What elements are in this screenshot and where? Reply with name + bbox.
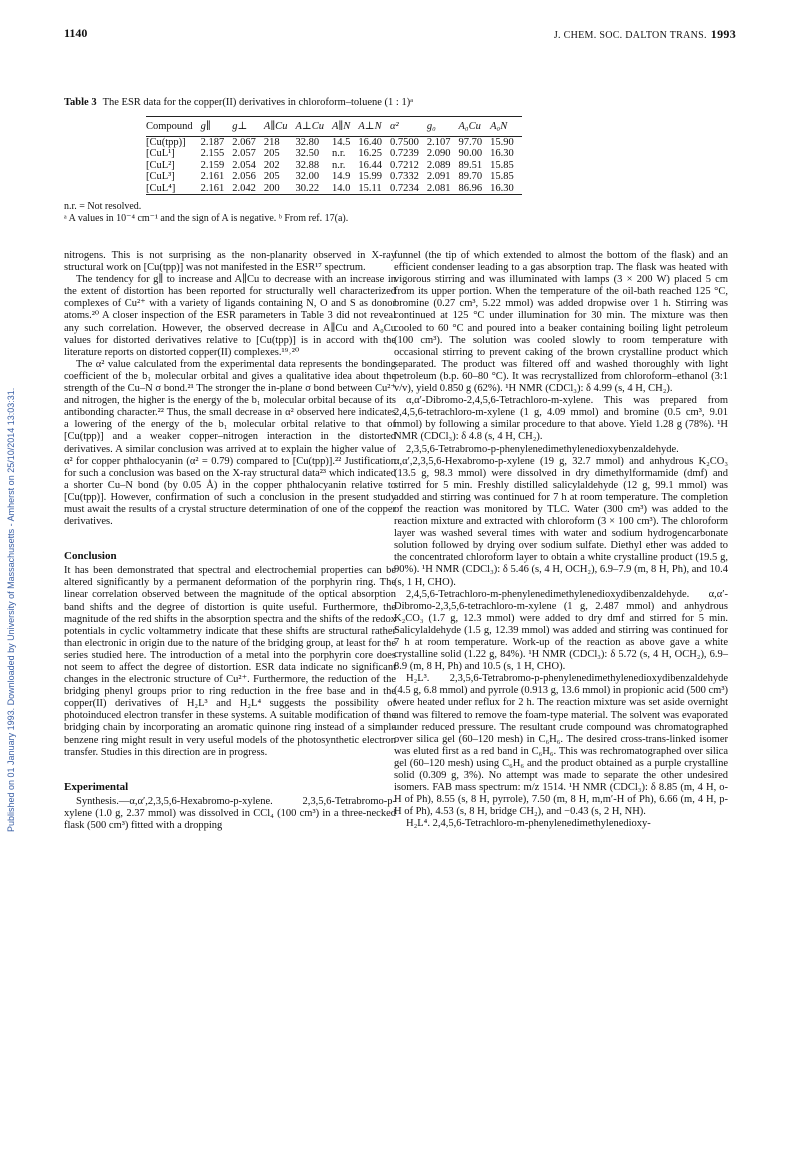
table-cell: 218 [263,136,280,148]
table-cell: 0.7332 [390,171,419,182]
table-cell: 16.44 [358,159,382,171]
column-header: g∥ [200,121,211,132]
column-header: A⊥N [358,121,382,132]
paragraph: It has been demonstrated that spectral and electrochemial properties can be altered significantly by a permanent deformation of the porphyrin ring. The linear correlation observed between the magnitude of the optical absorption band shifts and the degree of distortion is quite useful. Furthermore, the magnitude of the red shifts in the absorption spectra and the shifts of the redox potentials in cyclic voltammetry indicate that these shifts are structural rather than electronic in origin due to the nature of the bridging group, at least for the series studied here. The introduction of a metal into the porphyrin core does not seem to affect the degree of distortion. ESR data indicate no significant changes in the electronic structure of Cu²⁺. Furthermore, the reduction of the bridging phenyl groups prior to ring reduction in the free base and in the copper(II) derivatives of H₂L³ and H₂L⁴ suggests the possibility of photoinduced electron transfer in these systems. A suitable modification of the bridging chain by incorporating an aromatic quinone ring instead of a simple benzene ring might result in very useful models of the photosynthetic electron transfer. Studies in this direction are in progress. [64,565,396,758]
table-cell: 2.067 [232,136,256,148]
journal-year: 1993 [710,27,736,41]
journal-name: J. CHEM. SOC. DALTON TRANS. [553,30,707,41]
table-cell: 0.7212 [390,159,419,171]
table-cell: 2.161 [200,171,225,182]
table-cell: 0.7500 [390,136,419,148]
table-cell: n.r. [332,159,346,171]
section-heading-experimental: Experimental [64,780,129,793]
table-cell: 97.70 [458,136,483,148]
table-cell: 2.057 [232,148,256,159]
paragraph: 2,4,5,6-Tetrachloro-m-phenylenedimethylenedioxydibenzaldehyde. α,α′-Dibromo-2,3,5,6-tetrachloro-m-xylene (1 g, 2.487 mmol) and anhydrous K₂CO₃ (1.7 g, 12.3 mmol) were added to dry dmf and stirred for 5 min. Salicylaldehyde (1.5 g, 12.39 mmol) was added and stirring was continued for 7 h at room temperature. Work-up of the reaction as above gave a white crystalline solid (1.22 g, 84%). ¹H NMR (CDCl₃): δ 5.72 (s, 4 H, OCH₂), 6.9–8.9 (m, 8 H, Ph) and 10.5 (s, 1 H, CHO). [394,588,728,673]
table-cell: 32.88 [295,159,320,171]
table-cell: 2.159 [200,159,225,171]
table-footnote-nr: n.r. = Not resolved. [64,201,142,212]
table-cell: 32.50 [295,148,320,159]
paragraph: funnel (the tip of which extended to almost the bottom of the flask) and an efficient condenser leading to a gas absorption trap. The flask was heated with vigorous stirring and was illuminated with lamps (3 × 200 W) placed 5 cm from its upper portion. When the temperature of the oil-bath reached 125 °C, bromine (0.27 cm³, 5.22 mmol) was added dropwise over 1 h. Stirring was continued at 125 °C under illumination for 30 min. The mixture was then cooled to 60 °C and poured into a beaker containing boiling light petroleum (100 cm³). The solution was cooled slowly to room temperature with occasional stirring to prevent caking of the brown crystalline product which separated. The product was filtered off and washed thoroughly with light petroleum (b.p. 60–80 °C). It was recrystallized from chloroform–ethanol (3:1 v/v), yield 0.850 g (62%). ¹H NMR (CDCl₃): δ 4.99 (s, 4 H, CH₂). [394,250,728,395]
paragraph: The α² value calculated from the experimental data represents the bonding coefficient of the b₁ molecular orbital and gives a qualitative idea about the strength of the Cu–N σ bond.²¹ The stronger the in-plane σ bond between Cu²⁺ and nitrogen, the higher is the energy of the b₁ molecular orbital because of its antibonding character.²² Thus, the small decrease in α² observed here indicates a lowering of the energy of the b₁ molecular orbital relative to that of [Cu(tpp)] and a weaker copper–nitrogen interaction in the distorted derivatives. A similar conclusion was arrived at to explain the higher value of α² for copper phthalocyanin (α² = 0.79) compared to [Cu(tpp)].²² Justification for such a conclusion was based on the X-ray structural data²³ which indicated a shorter Cu–N bond (by 0.05 Å) in the copper phthalocyanin relative to [Cu(tpp)]. However, confirmation of such a conclusion in the present study must await the results of a crystal structure determination of one of the copper derivatives. [64,358,396,528]
table-cell: 32.00 [295,171,320,182]
paragraph: 2,3,5,6-Tetrabromo-p-phenylenedimethylenedioxybenzaldehyde. α,α′,2,3,5,6-Hexabromo-p-xylene (19 g, 32.7 mmol) and anhydrous K₂CO₃ (13.5 g, 98.3 mmol) were dissolved in dry dimethylformamide (dmf) and stirred for 5 min. Freshly distilled salicylaldehyde (12 g, 99.1 mmol) was added and stirring was continued for 7 h at room temperature. The completion of the reaction was monitored by TLC. Water (300 cm³) was added to the reaction mixture and extracted with chloroform (3 × 100 cm³). The chloroform layer was washed several times with water and sodium hydrogencarbonate solution followed by drying over sodium sulfate. Diethyl ether was added to the concentrated chloroform layer to obtain a white crystalline product (19.5 g, 90%). ¹H NMR (CDCl₃): δ 5.46 (s, 4 H, OCH₂), 6.9–7.9 (m, 8 H, Ph), and 10.4 (s, 1 H, CHO). [394,443,728,588]
table-cell: 16.40 [358,136,382,148]
page-number: 1140 [64,26,88,40]
table-label: Table 3 [64,97,97,108]
table-cell: 205 [263,171,280,182]
left-column [64,250,396,832]
column-header: g₀ [426,121,436,132]
table-cell: 30.22 [295,182,320,194]
table-cell: 86.96 [458,182,483,194]
table-footnotes [64,201,736,225]
esr-table [146,116,522,195]
table-caption [64,97,736,108]
table-cell: 15.85 [490,159,514,171]
table-cell: n.r. [332,148,346,159]
paragraph: The tendency for g∥ to increase and A∥Cu to decrease with an increase in the extent of distortion has been reported for structurally well characterized complexes of Cu²⁺ with a variety of ligands containing N, O and S as donor atoms.²⁰ A closer inspection of the ESR parameters in Table 3 did not reveal any such correlation. However, the observed decrease in A∥Cu and A₀Cu values for distorted derivatives relative to [Cu(tpp)] is in accord with the literature reports on distorted copper(II) complexes.¹⁹˒²⁰ [64,274,396,358]
table-footnote-units: ᵃ A values in 10⁻⁴ cm⁻¹ and the sign of A is negative. ᵇ From ref. 17(a). [64,213,349,224]
table-cell: [CuL¹] [146,148,175,159]
table-cell: 89.70 [458,171,483,182]
table-cell: 15.90 [490,136,514,148]
table-cell: 16.30 [490,148,514,159]
table-cell: [Cu(tpp)] [146,136,186,148]
table-cell: 89.51 [458,159,483,171]
table-cell: 14.0 [332,182,351,194]
column-header: α² [390,121,399,132]
column-header: A⊥Cu [295,121,324,132]
paragraph: nitrogens. This is not surprising as the non-planarity observed in X-ray structural work on [Cu(tpp)] was not manifested in the ESR¹⁷ spectrum. [64,250,396,274]
table-cell: 0.7234 [390,182,419,194]
esr-table-block [64,97,736,225]
table-cell: 32.80 [295,136,320,148]
table-cell: 0.7239 [390,148,419,159]
table-row [146,136,522,148]
column-header: A∥Cu [263,121,288,132]
column-header: A₀N [490,121,508,132]
section-heading-conclusion: Conclusion [64,550,117,563]
table-cell: 16.30 [490,182,514,194]
table-row [146,183,522,195]
table-cell: 2.091 [426,171,451,182]
table-cell: 2.081 [426,182,451,194]
table-cell: 2.090 [426,148,451,159]
table-row [146,171,522,183]
table-row [146,160,522,172]
table-cell: 2.161 [200,182,225,194]
table-cell: 15.85 [490,171,514,182]
table-cell: 16.25 [358,148,382,159]
table-cell: 2.054 [232,159,256,171]
column-header: g⊥ [232,121,248,132]
paragraph: α,α′-Dibromo-2,4,5,6-Tetrachloro-m-xylene. This was prepared from 2,4,5,6-tetrachloro-m-xylene (1 g, 4.09 mmol) and bromine (0.5 cm³, 9.01 mmol) by following a similar procedure to that above. Yield 1.28 g (78%). ¹H NMR (CDCl₃): δ 4.8 (s, 4 H, CH₂). [394,395,728,443]
table-cell: 2.089 [426,159,451,171]
table-cell: 14.5 [332,136,351,148]
paragraph: H₂L³. 2,3,5,6-Tetrabromo-p-phenylenedimethylenedioxydibenzaldehyde (4.5 g, 6.8 mmol) and pyrrole (0.913 g, 13.6 mmol) in propionic acid (500 cm³) were heated under reflux for 2 h. The reaction mixture was set aside overnight and was filtered to remove the foam-type material. The solvent was evaporated under reduced pressure. The resultant crude compound was chromatographed over silica gel (60–120 mesh) in C₆H₆. The desired cross-trans-linked isomer was eluted first as a red band in C₆H₆. This was rechromatographed over silica gel (60–120 mesh) using C₆H₆ and the product obtained as a purple crystalline solid (0.309 g, 3%). No attempt was made to separate the other undesired isomers. FAB mass spectrum: m/z 1514. ¹H NMR (CDCl₃): δ 8.85 (m, 4 H, o-H of Ph), 8.55 (s, 8 H, pyrrole), 7.50 (m, 8 H, m,m′-H of Ph), 6.66 (m, 4 H, p-H of Ph), 4.53 (s, 8 H, bridge CH₂), and −0.43 (s, 2 H, NH). [394,673,728,818]
table-cell: 2.155 [200,148,225,159]
download-watermark[interactable]: Published on 01 January 1993. Downloaded by University of Massachusetts - Amherst on 25/10/2014 13:03:31. [6,387,16,833]
running-head [554,27,736,42]
paragraph: H₂L⁴. 2,4,5,6-Tetrachloro-m-phenylenedimethylenedioxy- [406,818,651,830]
table-row [146,148,522,160]
table-cell: 15.11 [358,182,382,194]
table-cell: [CuL³] [146,171,175,182]
table-cell: 202 [263,159,280,171]
table-caption-text: The ESR data for the copper(II) derivatives in chloroform–toluene (1 : 1)ᵃ [102,97,414,108]
table-cell: 205 [263,148,280,159]
table-cell: [CuL⁴] [146,182,176,194]
column-header: A∥N [332,121,351,132]
table-cell: 2.056 [232,171,256,182]
table-cell: 2.187 [200,136,225,148]
right-column [394,250,728,831]
column-header: A₀Cu [458,121,481,132]
table-cell: 2.042 [232,182,256,194]
table-cell: 90.00 [458,148,483,159]
table-cell: 2.107 [426,136,451,148]
column-header: Compound [146,121,193,132]
paragraph: Synthesis.—α,α′,2,3,5,6-Hexabromo-p-xylene. 2,3,5,6-Tetrabromo-p-xylene (1.0 g, 2.37 mmol) was dissolved in CCl₄ (100 cm³) in a three-necked flask (500 cm³) fitted with a dropping [64,795,396,832]
table-header-row [146,117,522,137]
table-cell: 15.99 [358,171,382,182]
table-cell: 200 [263,182,280,194]
table-cell: [CuL²] [146,159,175,171]
table-cell: 14.9 [332,171,351,182]
